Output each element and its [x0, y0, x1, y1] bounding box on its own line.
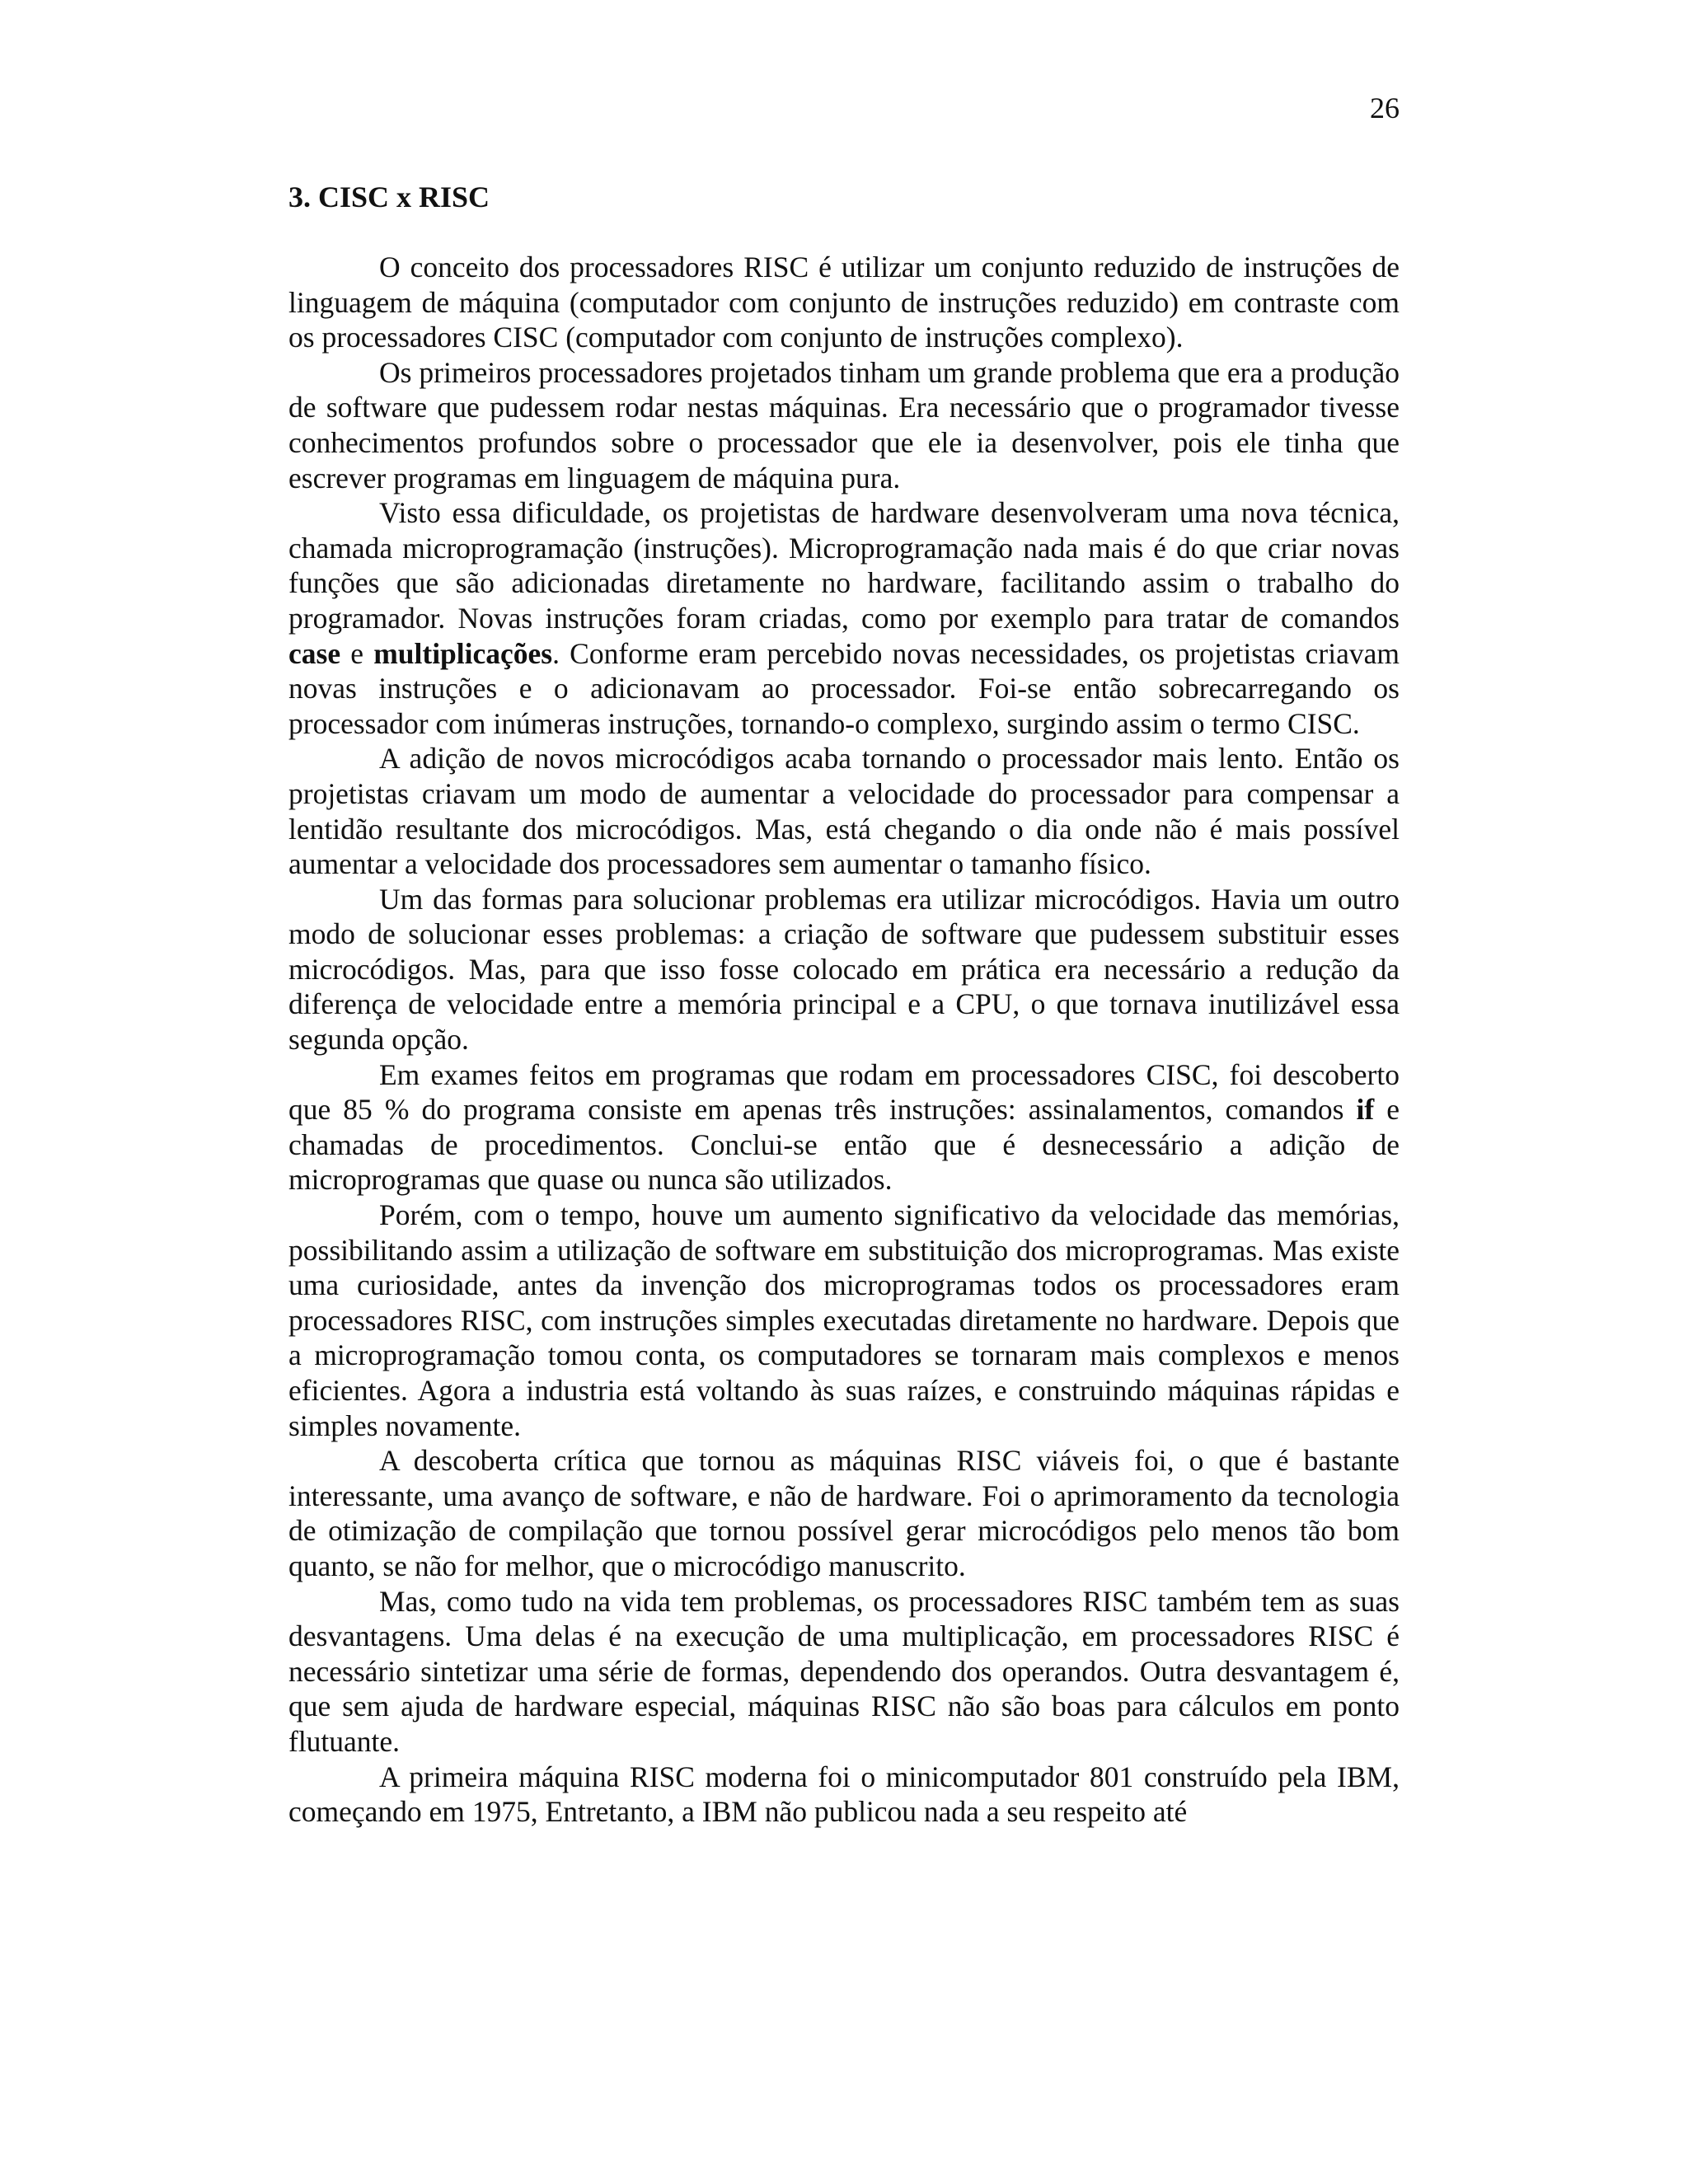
- paragraph: Porém, com o tempo, houve um aumento significativo da velocidade das memórias, possibilitando assim a utilização de software em substituição dos microprogramas. Mas existe uma curiosidade, antes da invenção dos microprogramas todos os processadores eram processadores RISC, com instruções simples executadas diretamente no hardware. Depois que a microprogramação tomou conta, os computadores se tornaram mais complexos e menos eficientes. Agora a industria está voltando às suas raízes, e construindo máquinas rápidas e simples novamente.: [288, 1198, 1400, 1442]
- paragraph: A adição de novos microcódigos acaba tornando o processador mais lento. Então os projetistas criavam um modo de aumentar a velocidade do processador para compensar a lentidão resultante dos microcódigos. Mas, está chegando o dia onde não é mais possível aumentar a velocidade dos processadores sem aumentar o tamanho físico.: [288, 742, 1400, 881]
- text-run: e chamadas de procedimentos. Conclui-se então que é desnecessário a adição de microprogramas que quase ou nunca são utilizados.: [288, 1093, 1400, 1197]
- paragraph: [288, 1057, 1400, 1197]
- text-run: Em exames feitos em programas que rodam em processadores CISC, foi descoberto que 85 % do programa consiste em apenas três instruções: assinalamentos, comandos: [288, 1057, 1400, 1127]
- section-heading: 3. CISC x RISC: [288, 180, 490, 213]
- paragraph: Os primeiros processadores projetados tinham um grande problema que era a produção de software que pudessem rodar nestas máquinas. Era necessário que o programador tivesse conhecimentos profundos sobre o processador que ele ia desenvolver, pois ele tinha que escrever programas em linguagem de máquina pura.: [288, 355, 1400, 494]
- page-number: 26: [1370, 91, 1400, 124]
- text-run: e: [340, 636, 374, 670]
- paragraph: A primeira máquina RISC moderna foi o minicomputador 801 construído pela IBM, começando em 1975, Entretanto, a IBM não publicou nada a seu respeito até: [288, 1760, 1400, 1829]
- paragraph: Um das formas para solucionar problemas era utilizar microcódigos. Havia um outro modo de solucionar esses problemas: a criação de software que pudessem substituir esses microcódigos. Mas, para que isso fosse colocado em prática era necessário a redução da diferença de velocidade entre a memória principal e a CPU, o que tornava inutilizável essa segunda opção.: [288, 882, 1400, 1057]
- paragraph: A descoberta crítica que tornou as máquinas RISC viáveis foi, o que é bastante interessante, uma avanço de software, e não de hardware. Foi o aprimoramento da tecnologia de otimização de compilação que tornou possível gerar microcódigos pelo menos tão bom quanto, se não for melhor, que o microcódigo manuscrito.: [288, 1444, 1400, 1582]
- text-run: . Conforme eram percebido novas necessidades, os projetistas criavam novas instruções e o adicionavam ao processador. Foi-se então sobrecarregando os processador com inúmeras instruções, tornando-o complexo, surgindo assim o termo CISC.: [288, 636, 1400, 740]
- bold-term-if: if: [1356, 1093, 1375, 1127]
- text-run: Visto essa dificuldade, os projetistas de hardware desenvolveram uma nova técnica, chamada microprogramação (instruções). Microprogramação nada mais é do que criar novas funções que são adicionadas diretamente no hardware, facilitando assim o trabalho do programador. Novas instruções foram criadas, como por exemplo para tratar de comandos: [288, 496, 1400, 635]
- paragraph: O conceito dos processadores RISC é utilizar um conjunto reduzido de instruções de linguagem de máquina (computador com conjunto de instruções reduzido) em contraste com os processadores CISC (computador com conjunto de instruções complexo).: [288, 251, 1400, 354]
- paragraph: [288, 495, 1400, 741]
- body-text: [288, 250, 1400, 1830]
- bold-term-multiplicacoes: multiplicações: [373, 636, 553, 670]
- bold-term-case: case: [288, 636, 341, 670]
- paragraph: Mas, como tudo na vida tem problemas, os processadores RISC também tem as suas desvantagens. Uma delas é na execução de uma multiplicação, em processadores RISC é necessário sintetizar uma série de formas, dependendo dos operandos. Outra desvantagem é, que sem ajuda de hardware especial, máquinas RISC não são boas para cálculos em ponto flutuante.: [288, 1584, 1400, 1758]
